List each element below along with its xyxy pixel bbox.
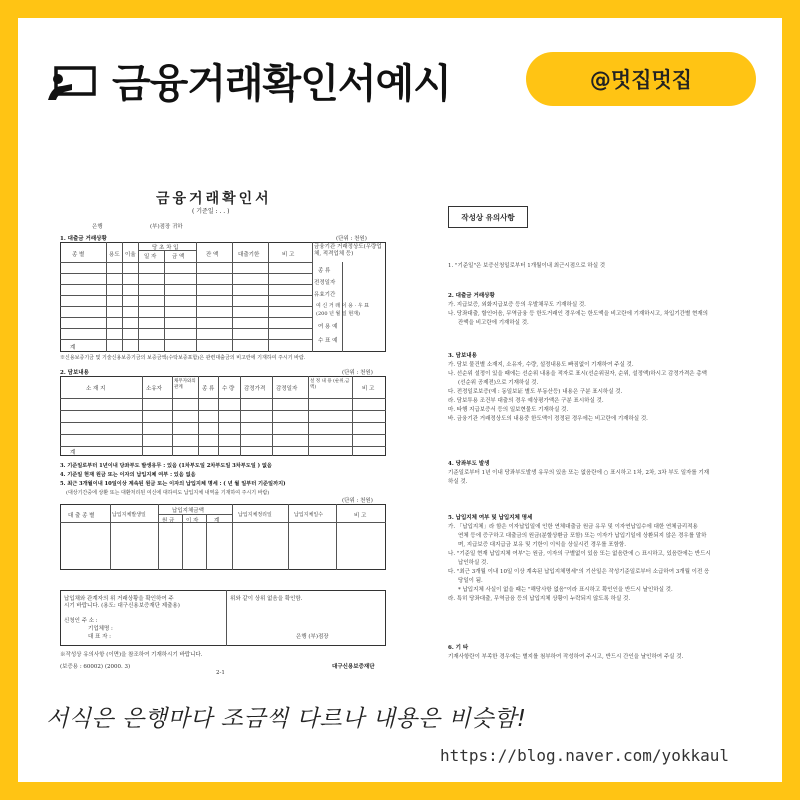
item-3: 3. 기준일로부터 1년이내 당좌부도 발생유무 : 있음 (1차부도일 2차부도일 3차부도일 ) 없음: [60, 463, 272, 469]
notes-s2: 2. 대출금 거래상황 가. 지급보증, 외화지급보증 등의 우발채무도 기재하실 것. 나. 당좌대출, 할인어음, 무역금융 등 한도거래인 경우에는 한도액을 비고란에 기재하시고, 차입기간별 현재의 잔액을 비고란에 기재하실 것.: [448, 293, 708, 326]
author-badge: @멋집멋집: [526, 52, 756, 106]
page-title: 금융거래확인서예시: [112, 61, 451, 107]
col-type: 종 별: [72, 252, 85, 258]
presentation-icon: [46, 64, 98, 104]
s1-note: ※신용보증기금 및 기술신용보증기금의 보증금액(수탁보증포함)은 관련대출금의 비고란에 기재하여 주시기 바람.: [60, 355, 306, 361]
col-rate: 이율: [125, 252, 136, 258]
form-subtitle: ( 기준일 : . . ): [192, 208, 230, 215]
col-remark: 비 고: [282, 252, 295, 258]
s2-heading: 2. 담보내용: [60, 370, 89, 376]
notes-s6: 6. 기 타 기재사항란이 부족한 경우에는 별지를 첨부하여 작성하여 주시고, 반드시 간인을 날인하여 주실 것.: [448, 645, 684, 660]
item-5-note: (대상기간중에 상환 또는 대환처리된 여신에 대하여도 납입지체 내역을 기재하여 주시기 바람): [66, 490, 270, 496]
col-initial: 당 초 차 입: [152, 245, 179, 251]
unit-label: (단위 : 천원): [336, 236, 367, 242]
branch-label: (부)점장 귀하: [150, 224, 183, 230]
notes-s1: 1. "기준일"은 보증신청일로부터 1개월이내 최근시점으로 하실 것: [448, 263, 606, 269]
col-due: 대출기한: [238, 252, 260, 258]
bank-label: 은행: [92, 224, 103, 230]
document-scan: 금융거래확인서 ( 기준일 : . . ) 은행 (부)점장 귀하 (단위 : 천원) 1. 대출금 거래상황 종 별 용도 이율 당 초 차 입 일 자 금 액 잔 액 대출기한 비 고 금융기관 거래정상도(우량업체, 적격업체 등) 종 류 전정일자 유효기간 여 신 거 래 이 용 · 우 표 (200 년 월 일 현재) 여 용 예 수 표 예 계 ※신용보증기금 및 기술신용보증기금의 보증금액(수탁보증포함)은 관련대출금의 비고란에 기재하여 주시기 바람. 2. 담보내용 (단위 : 천원) 소 재 지 소유자 채무자와의 관계 종 류 수 량 감정가격 감정일자 설 정 내 용 (순위,금액) 비 고 계 3. 기준일로부터 1년이내 당좌부도 발생유무 : 있음 (1차부도일 2차부도일 3차부도일 ) 없음 4. 기준일 현재 원금 또는 이자의 납입지체 여부 : 있음 없음 5. 최근 3개월이내 10일이상 계속된 원금 또는 이자의 납입지체 명세 : ( 년 월 일부터 기준일까지) (대상기간중에 상환 또는 대환처리된 여신에 대하여도 납입지체 내역을 기재하여 주시기 바람) (단위 : 천원) 대 출 종 별 납입지체발생일 납입지체금액 원 금 이 자 계 납입지체정리일 납입지체일수 비 고 납입채와 관계자의 위 거래상황을 확인하여 주 시기 바랍니다. (용도: 대구신용보증재단 제출용) 신청인 주 소 : 기업체명 : 대 표 자 : 위와 같이 상위 없음을 확인함. 은행 (부)점장 ※작성상 유의사항 (이면)을 참조하여 기재하시기 바랍니다. (보증용 : 60002) (2000. 3) 2-1 대구신용보증재단 작성상 유의사항 1. "기준일"은 보증신청일로부터 1개월이내 최근시점으로 하실 것 2. 대출금 거래상황 가. 지급보증, 외화지급보증 등의 우발채무도 기재하실 것. 나. 당좌대출, 할인어음, 무역금융 등 한도거래인 경우에는 한도액을 비고란에 기재하시고, 차입기간별 현재의 잔액을 비고란에 기재하실 것. 3. 담보내용 가. 담보 물건별 소재지, 소유자, 수량, 설정내용도 빠짐없이 기재하여 주실 것. 나. 선순위 설정이 있을 때에는 선순위 내용을 적자로 표시(선순위권자, 순위, 설정액)하시고 감정가격은 총액 (선순위 공제전)으로 기재하실 것. 다. 전정일로보증(예 : 동일보证 별도 부동산등) 내용은 구분 표시하실 것. 라. 담보투용 조건부 대출의 경우 예상평가액은 구분 표시하실 것. 마. 타행 지급보증서 등의 일보현물도 기재하실 것. 바. 금융기관 거래정상도의 내용중 한도액이 정정된 경우에는 비고란에 기재하실 것. 4. 당좌부도 발생 기준일로부터 1년 이내 당좌부도발생 유무의 있음 또는 없음란에 ○ 표시하고 1차, 2차, 3차 부도 일자를 기재 하실 것. 5. 납입지체 여부 및 납입지체 명세 가. 「납입지체」라 함은 이자납입일에 인한 연체대출금 원금 유무 및 이자연납입수에 대한 연체금리적용 연체 등에 증구하고 대출금의 원금(분할상환금 포함) 또는 이자가 납입기일에 상환되지 않은 경우를 말하 며, 지급보증 대지급금 보유 및 기한이 이익을 상실시킨 경우를 포함함. 나. "기준일 현재 납입지체 여부"는 원금, 이자의 구별없이 있음 또는 없음란에 ○ 표시하고, 있음란에는 반드시 납인하실 것. 다. "최근 3개월 이내 10일 이상 계속된 납입지체명세"의 기산일은 작성기준일로부터 소급하여 3개월 이전 응 당일이 됨. * 납입지체 사실이 없을 때는 "해당사항 없음"이라 표시하고 확인인을 반드시 날인하실 것. 라. 특히 당좌대출, 무역금융 등의 납입지체 상황이 누락되지 않도록 하실 것. 6. 기 타 기재사항란이 부족한 경우에는 별지를 첨부하여 작성하여 주시고, 반드시 간인을 날인하여 주실 것.: [46, 170, 756, 690]
col-amount: 금 액: [172, 254, 185, 260]
s1-heading: 1. 대출금 거래상황: [60, 236, 107, 242]
item-4: 4. 기준일 현재 원금 또는 이자의 납입지체 여부 : 있음 없음: [60, 472, 196, 478]
caption: 서식은 은행마다 조금씩 다르나 내용은 비슷함!: [46, 706, 527, 732]
notes-s5: 5. 납입지체 여부 및 납입지체 명세 가. 「납입지체」라 함은 이자납입일에 인한 연체대출금 원금 유무 및 이자연납입수에 대한 연체금리적용 연체 등에 증구하고 대출금의 원금(분할상환금 포함) 또는 이자가 납입기일에 상환되지 않은 경우를 말하 며, 지급보증 대지급금 보유 및 기한이 이익을 상실시킨 경우를 포함함. 나. "기준일 현재 납입지체 여부"는 원금, 이자의 구별없이 있음 또는 없음란에 ○ 표시하고, 있음란에는 반드시 납인하실 것. 다. "최근 3개월 이내 10일 이상 계속된 납입지체명세"의 기산일은 작성기준일로부터 소급하여 3개월 이전 응 당일이 됨. * 납입지체 사실이 없을 때는 "해당사항 없음"이라 표시하고 확인인을 반드시 날인하실 것. 라. 특히 당좌대출, 무역금융 등의 납입지체 상황이 누락되지 않도록 하실 것.: [448, 515, 711, 602]
blog-url: https://blog.naver.com/yokkaul: [440, 746, 729, 765]
notes-s3: 3. 담보내용 가. 담보 물건별 소재지, 소유자, 수량, 설정내용도 빠짐없이 기재하여 주실 것. 나. 선순위 설정이 있을 때에는 선순위 내용을 적자로 표시(선순위권자, 순위, 설정액)하시고 감정가격은 총액 (선순위 공제전)으로 기재하실 것. 다. 전정일로보증(예 : 동일보证 별도 부동산등) 내용은 구분 표시하실 것. 라. 담보투용 조건부 대출의 경우 예상평가액은 구분 표시하실 것. 마. 타행 지급보증서 등의 일보현물도 기재하실 것. 바. 금융기관 거래정상도의 내용중 한도액이 정정된 경우에는 비고란에 기재하실 것.: [448, 353, 707, 422]
side-header: 금융기관 거래정상도(우량업체, 적격업체 등): [314, 244, 382, 257]
form-title: 금융거래확인서: [156, 191, 272, 207]
item-5: 5. 최근 3개월이내 10일이상 계속된 원금 또는 이자의 납입지체 명세 : ( 년 월 일부터 기준일까지): [60, 481, 286, 487]
col-balance: 잔 액: [206, 252, 219, 258]
notes-s4: 4. 당좌부도 발생 기준일로부터 1년 이내 당좌부도발생 유무의 있음 또는 없음란에 ○ 표시하고 1차, 2차, 3차 부도 일자를 기재 하실 것.: [448, 461, 710, 485]
total-row: 계: [70, 345, 76, 351]
col-use: 용도: [109, 252, 120, 258]
col-date: 일 자: [144, 254, 157, 260]
notes-title: 작성상 유의사항: [448, 206, 528, 228]
